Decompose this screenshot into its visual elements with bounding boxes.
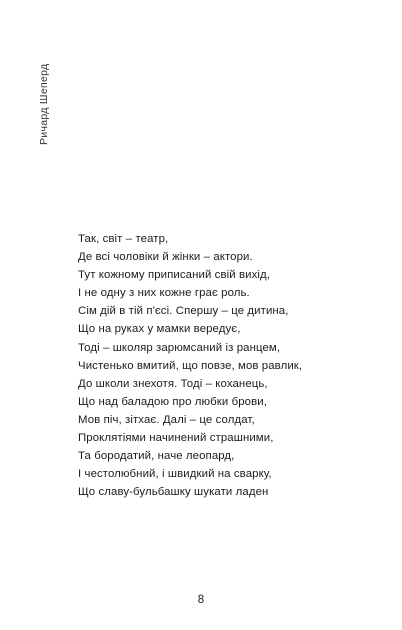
poem-line: Проклятіями начинений страшними, bbox=[78, 432, 274, 445]
poem-line: Мов піч, зітхає. Далі – це солдат, bbox=[78, 413, 255, 426]
poem-line: Що славу-бульбашку шукати ладен bbox=[78, 486, 269, 499]
poem-line: Де всі чоловіки й жінки – актори. bbox=[78, 251, 253, 264]
poem-line: Що на руках у мамки вередує, bbox=[78, 323, 241, 336]
poem-line: Так, світ – театр, bbox=[78, 233, 169, 245]
poem-line: Та бородатий, наче леопард, bbox=[78, 450, 235, 463]
poem-line: Тоді – школяр зарюмсаний із ранцем, bbox=[78, 341, 281, 354]
poem-block bbox=[78, 230, 378, 501]
poem-line: До школи знехотя. Тоді – коханець, bbox=[78, 377, 268, 390]
poem-line: Тут кожному приписаний свій вихід, bbox=[78, 269, 271, 282]
poem-line: Чистенько вмитий, що повзе, мов равлик, bbox=[78, 359, 303, 372]
poem-line: І честолюбний, і швидкий на сварку, bbox=[78, 468, 272, 481]
page-number: 8 bbox=[197, 594, 205, 606]
poem-line: Що над баладою про любки брови, bbox=[78, 395, 267, 408]
running-head-author: Ричард Шеперд bbox=[38, 63, 50, 145]
poem-line: Сім дій в тій п'єсі. Спершу – це дитина, bbox=[78, 305, 289, 318]
poem-line: І не одну з них кожне грає роль. bbox=[78, 287, 250, 300]
